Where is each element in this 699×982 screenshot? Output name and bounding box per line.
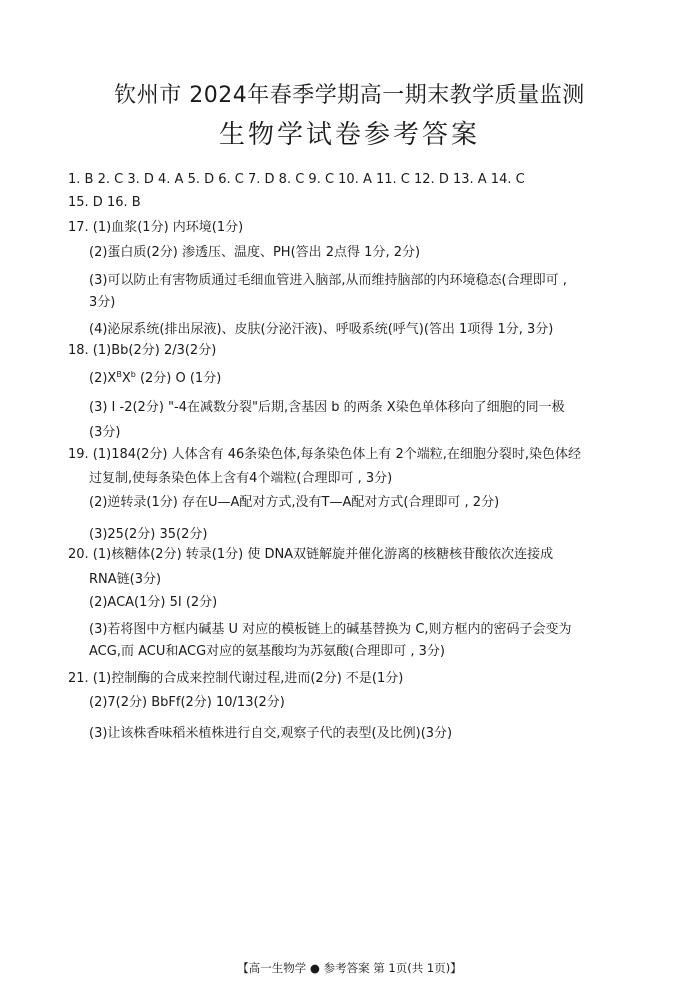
answer-key-title: 生物学试卷参考答案 <box>218 120 480 150</box>
q19-part1-line1: 19. (1)184(2分) 人体含有 46条染色体,每条染色体上有 2个端粒,在细胞分裂时,染色体经 <box>68 447 582 462</box>
q17-part3-line2: 3分) <box>89 295 116 310</box>
q20-part3-line2: ACG,而 ACU和ACG对应的氨基酸均为苏氨酸(合理即可 , 3分) <box>89 644 445 659</box>
q17-part3-line1: (3)可以防止有害物质通过毛细血管进入脑部,从而维持脑部的内环境稳态(合理即可 , <box>89 273 567 288</box>
q21-part2: (2)7(2分) BbFf(2分) 10/13(2分) <box>89 695 285 710</box>
q19-part1-line2: 过复制,使每条染色体上含有4个端粒(合理即可 , 3分) <box>89 471 393 486</box>
q19-part2: (2)逆转录(1分) 存在U—A配对方式,没有T—A配对方式(合理即可 , 2分) <box>89 495 500 510</box>
q18-part1: 18. (1)Bb(2分) 2/3(2分) <box>68 343 217 358</box>
q17-part4: (4)泌尿系统(排出尿液)、皮肤(分泌汗液)、呼吸系统(呼气)(答出 1项得 1分, 3分) <box>89 322 554 337</box>
q18-part3-line2: (3分) <box>89 425 121 440</box>
q19-part3: (3)25(2分) 35(2分) <box>89 527 208 542</box>
q21-part1: 21. (1)控制酶的合成来控制代谢过程,进而(2分) 不是(1分) <box>68 671 404 686</box>
q20-part1-line1: 20. (1)核糖体(2分) 转录(1分) 使 DNA双链解旋并催化游离的核糖核苷酸依次连接成 <box>68 547 554 562</box>
q18-part2: $(2)X^BX^b$ (2分) O (1分) <box>89 370 222 386</box>
page-footer: 【高一生物学 ● 参考答案 第 1页(共 1页)】 <box>237 961 462 975</box>
q18-part3-line1: (3) Ⅰ -2(2分) "-4在减数分裂"后期,含基因 b 的两条 X染色单体移向了细胞的同一极 <box>89 400 565 415</box>
choice-answers-row-2: 15. D 16. B <box>68 195 141 210</box>
q20-part2: (2)ACA(1分) 5I (2分) <box>89 595 218 610</box>
q20-part3-line1: (3)若将图中方框内碱基 U 对应的模板链上的碱基替换为 C,则方框内的密码子会变为 <box>89 622 572 637</box>
q21-part3: (3)让该株香味稻米植株进行自交,观察子代的表型(及比例)(3分) <box>89 726 453 741</box>
q17-part1: 17. (1)血浆(1分) 内环境(1分) <box>68 220 244 235</box>
q20-part1-line2: RNA链(3分) <box>89 572 162 587</box>
exam-title: 钦州市 2024年春季学期高一期末教学质量监测 <box>114 83 585 108</box>
choice-answers-row-1: 1. B 2. C 3. D 4. A 5. D 6. C 7. D 8. C 9. C 10. A 11. C 12. D 13. A 14. C <box>68 172 525 187</box>
q17-part2: (2)蛋白质(2分) 渗透压、温度、PH(答出 2点得 1分, 2分) <box>89 245 421 260</box>
